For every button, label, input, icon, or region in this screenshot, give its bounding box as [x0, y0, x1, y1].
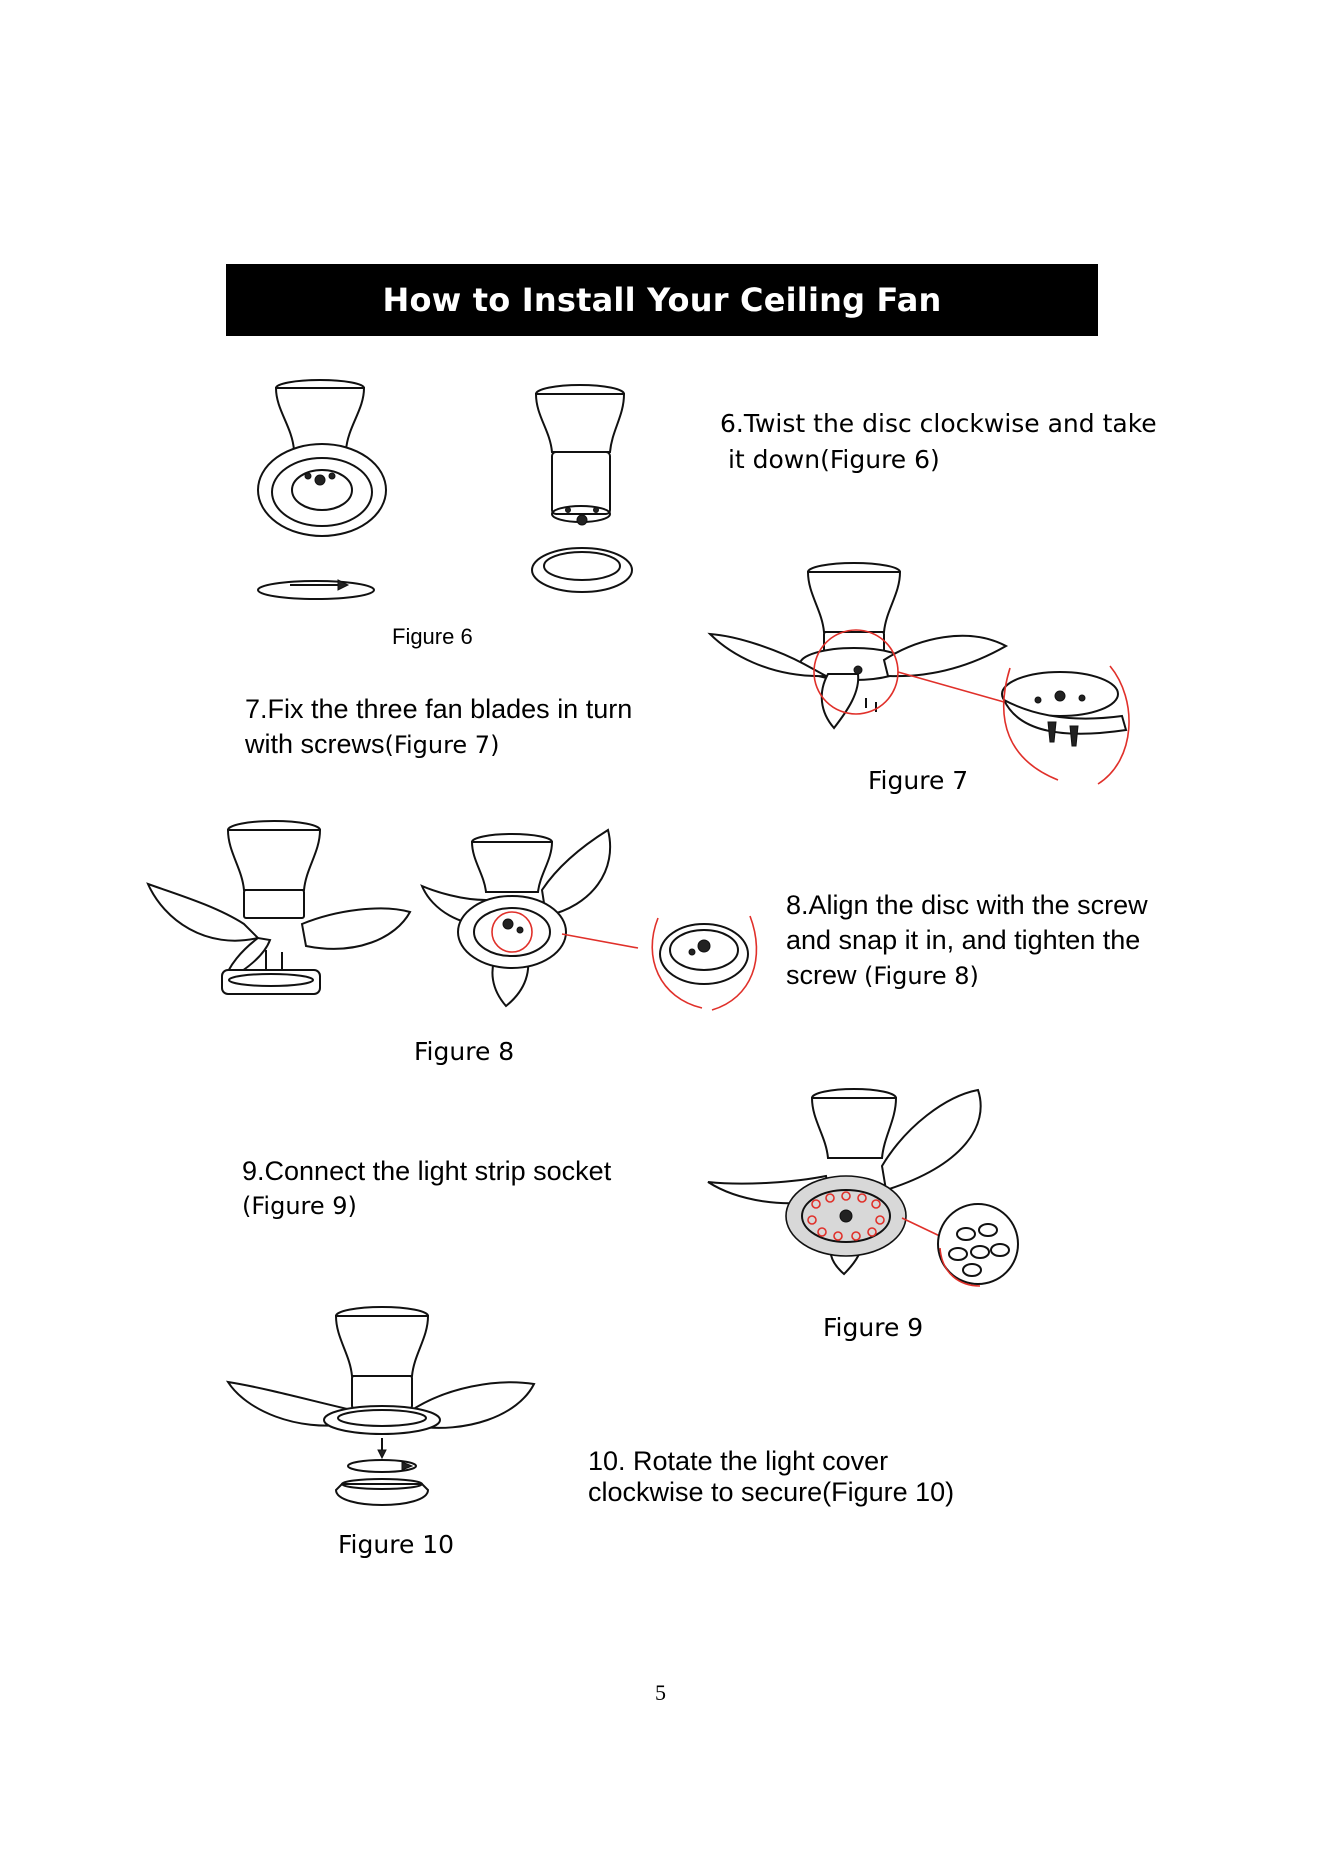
screw-detail-callout: [1002, 666, 1129, 784]
fan-with-light-cover: [228, 1307, 534, 1505]
figure-9-illustration: [706, 1086, 1026, 1300]
step-8-line-2: and snap it in, and tighten the: [786, 925, 1141, 955]
page-title: How to Install Your Ceiling Fan: [382, 281, 942, 319]
step-8-line-3: [786, 958, 1148, 994]
step-10-line-2: clockwise to secure(Figure 10): [588, 1477, 955, 1507]
figure-8-illustration: [146, 820, 758, 1020]
step-6-instruction: [720, 406, 1157, 478]
fan-with-blades: [710, 563, 1006, 728]
fan-disc-attached: [422, 830, 638, 1006]
figure-7-caption: Figure 7: [868, 766, 969, 795]
figure-10-illustration: [226, 1306, 538, 1518]
page-number: 5: [655, 1680, 666, 1705]
step-7-line-2-text: with screws: [245, 729, 385, 759]
step-8-line-3-text: screw: [786, 960, 865, 990]
step-7-line-2: [245, 727, 632, 763]
step-7-figure-ref: (Figure 7): [384, 731, 500, 759]
figure-6-caption: Figure 6: [392, 624, 473, 649]
step-10-instruction: [588, 1446, 954, 1508]
socket-detail-callout: [938, 1204, 1018, 1286]
step-8-line-1: 8.Align the disc with the screw: [786, 890, 1148, 920]
step-7-instruction: [245, 692, 632, 763]
fan-disc-removed: [532, 385, 632, 592]
figure-8-caption: Figure 8: [414, 1037, 515, 1066]
figure-7-illustration: [708, 562, 1138, 794]
fan-with-disc: [258, 380, 386, 599]
step-9-line-2: (Figure 9): [242, 1192, 357, 1220]
step-8-instruction: [786, 888, 1148, 994]
step-7-line-1: 7.Fix the three fan blades in turn: [245, 694, 633, 724]
fan-bottom-view: [148, 821, 410, 994]
step-8-figure-ref: (Figure 8): [864, 962, 979, 990]
figure-10-caption: Figure 10: [338, 1530, 455, 1559]
page-title-bar: [226, 264, 1098, 336]
step-6-line-1: 6.Twist the disc clockwise and take: [720, 409, 1157, 438]
step-10-line-1: 10. Rotate the light cover: [588, 1446, 889, 1476]
figure-9-caption: Figure 9: [823, 1313, 924, 1342]
disc-detail-callout: [652, 916, 756, 1010]
figure-6-illustration: [250, 380, 670, 610]
step-9-instruction: [242, 1154, 611, 1224]
step-6-line-2: it down(Figure 6): [720, 445, 940, 474]
step-9-line-1: 9.Connect the light strip socket: [242, 1156, 612, 1186]
